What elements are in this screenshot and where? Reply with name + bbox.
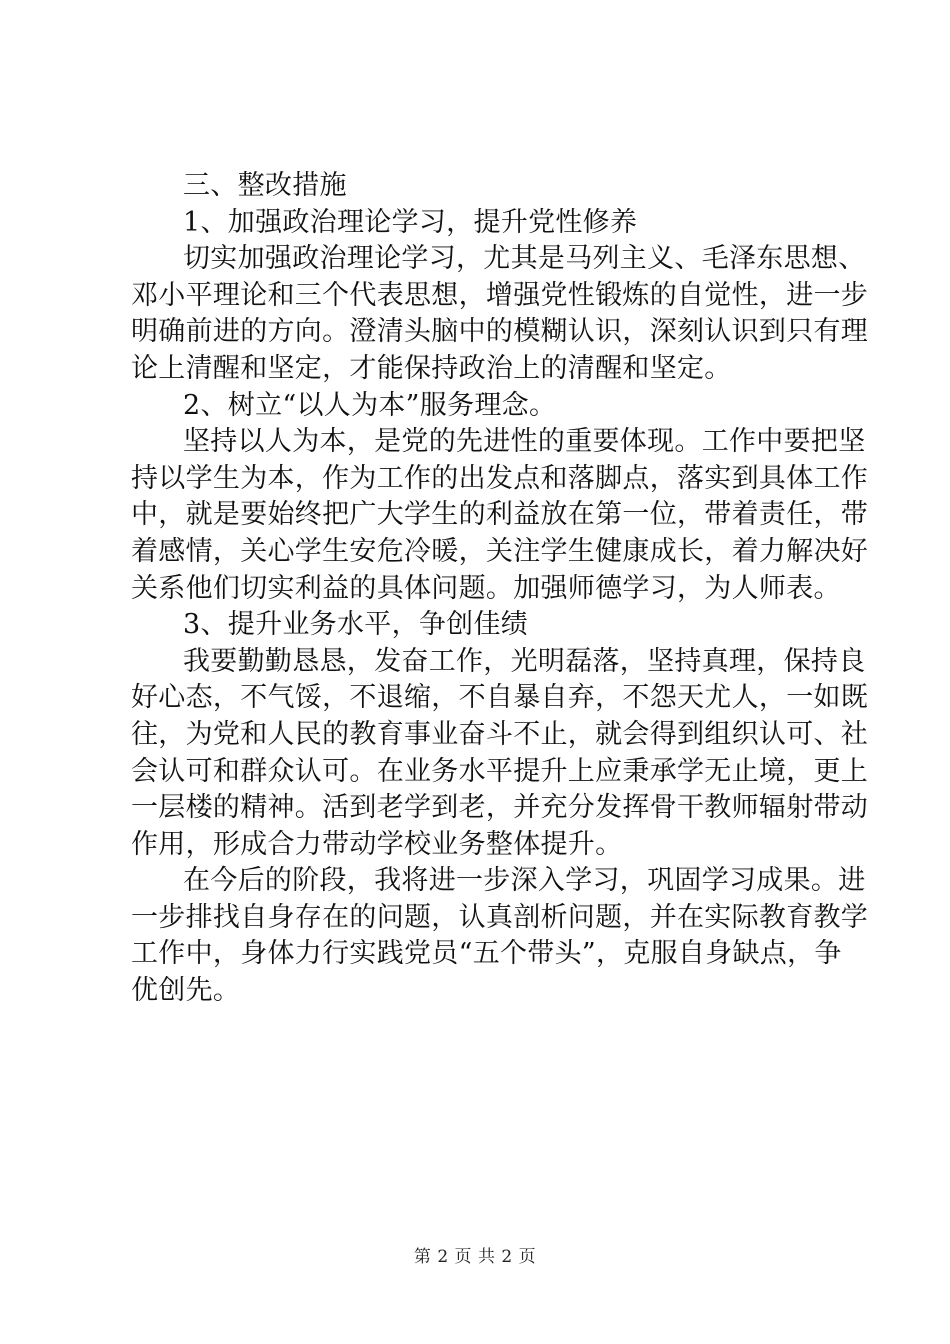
paragraph-line: 论上清醒和坚定，才能保持政治上的清醒和坚定。 xyxy=(131,352,732,384)
page-number-footer: 第 2 页 共 2 页 xyxy=(413,1247,537,1267)
paragraph-line: 好心态，不气馁，不退缩，不自暴自弃，不怨天尤人，一如既 xyxy=(131,682,869,714)
paragraph-line: 持以学生为本，作为工作的出发点和落脚点，落实到具体工作 xyxy=(131,462,869,494)
section-heading: 三、整改措施 xyxy=(183,170,347,201)
paragraph-line: 在今后的阶段，我将进一步深入学习，巩固学习成果。进 xyxy=(183,865,866,897)
paragraph-line: 工作中，身体力行实践党员“五个带头”，克服自身缺点，争 xyxy=(131,938,842,970)
paragraph-line: 我要勤勤恳恳，发奋工作，光明磊落，坚持真理，保持良 xyxy=(183,645,866,677)
paragraph-line: 着感情，关心学生安危冷暖，关注学生健康成长，着力解决好 xyxy=(131,535,869,567)
paragraph-line: 作用，形成合力带动学校业务整体提升。 xyxy=(131,828,623,860)
paragraph-line: 邓小平理论和三个代表思想，增强党性锻炼的自觉性，进一步 xyxy=(131,279,869,311)
paragraph-line: 会认可和群众认可。在业务水平提升上应秉承学无止境，更上 xyxy=(131,755,869,787)
subheading-2: 2、树立“以人为本”服务理念。 xyxy=(183,389,557,421)
paragraph-line: 一步排找自身存在的问题，认真剖析问题，并在实际教育教学 xyxy=(131,901,869,933)
paragraph-line: 关系他们切实利益的具体问题。加强师德学习，为人师表。 xyxy=(131,572,841,604)
paragraph-line: 一层楼的精神。活到老学到老，并充分发挥骨干教师辐射带动 xyxy=(131,792,869,824)
paragraph-line: 往，为党和人民的教育事业奋斗不止，就会得到组织认可、社 xyxy=(131,718,869,750)
subheading-3: 3、提升业务水平，争创佳绩 xyxy=(183,609,529,641)
paragraph-line: 中，就是要始终把广大学生的利益放在第一位，带着责任，带 xyxy=(131,499,869,531)
paragraph-line: 明确前进的方向。澄清头脑中的模糊认识，深刻认识到只有理 xyxy=(131,316,869,348)
paragraph-line: 切实加强政治理论学习，尤其是马列主义、毛泽东思想、 xyxy=(183,243,866,275)
paragraph-line: 优创先。 xyxy=(131,975,241,1007)
document-body xyxy=(131,168,869,1010)
paragraph-line: 坚持以人为本，是党的先进性的重要体现。工作中要把坚 xyxy=(183,426,866,458)
subheading-1: 1、加强政治理论学习，提升党性修养 xyxy=(183,206,638,238)
